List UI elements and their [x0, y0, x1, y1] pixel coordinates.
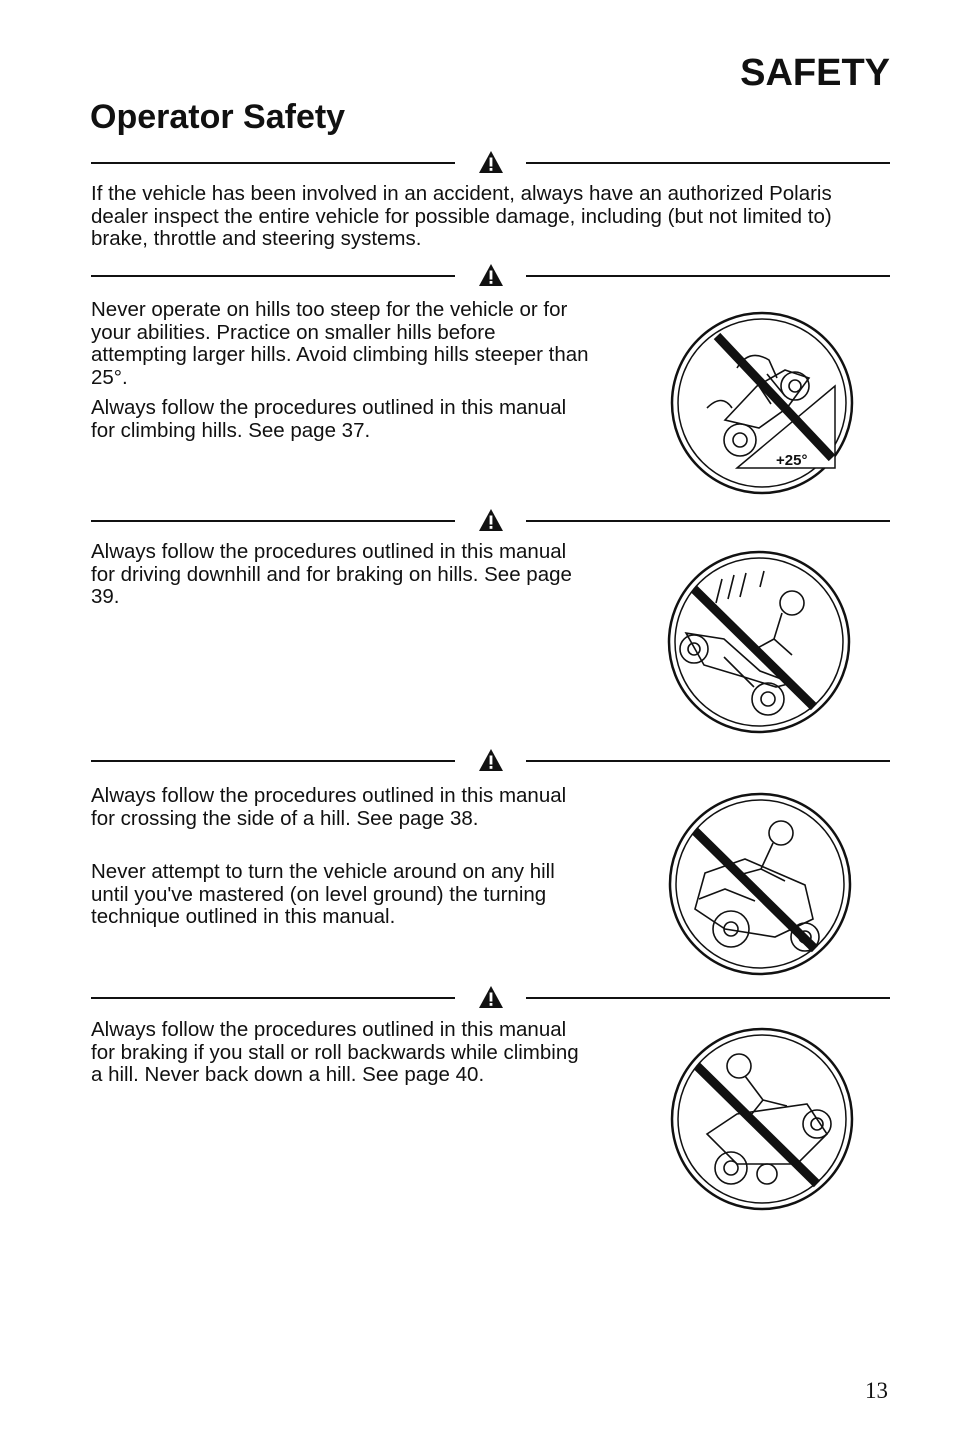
slope-angle-label: +25° — [776, 452, 808, 469]
warning-text: Always follow the procedures outlined in this manual for climbing hills. See page 37. — [91, 396, 567, 442]
warning-text: If the vehicle has been involved in an accident, always have an authorized Polaris dealer inspect the entire vehicle for possible damage, including (but not limited to) brake, throttle and steering systems. — [91, 182, 832, 251]
no-rolling-backward-icon — [667, 1024, 857, 1214]
no-steep-hill-climb-icon — [667, 308, 857, 498]
warning-text: Never operate on hills too steep for the vehicle or for your abilities. Practice on smaller hills before attempting larger hills. Avoid climbing hills steeper than 25°. — [91, 298, 589, 389]
warning-text: Always follow the procedures outlined in this manual for driving downhill and for braking on hills. See page 39. — [91, 540, 572, 609]
section-title: SAFETY — [740, 52, 890, 94]
warning-divider — [91, 748, 890, 772]
warning-divider — [91, 508, 890, 532]
page-heading: Operator Safety — [90, 98, 346, 136]
warning-text: Always follow the procedures outlined in this manual for crossing the side of a hill. See page 38. — [91, 784, 567, 830]
warning-triangle-icon — [478, 263, 504, 287]
warning-text: Never attempt to turn the vehicle around on any hill until you've mastered (on level ground) the turning technique outlined in this manual. — [91, 860, 555, 929]
warning-divider — [91, 150, 890, 174]
warning-triangle-icon — [478, 985, 504, 1009]
warning-divider — [91, 985, 890, 1009]
warning-text: Always follow the procedures outlined in this manual for braking if you stall or roll backwards while climbing a hill. Never back down a hill. See page 40. — [91, 1018, 579, 1087]
warning-triangle-icon — [478, 508, 504, 532]
no-sidehill-turn-icon — [665, 789, 855, 979]
warning-triangle-icon — [478, 150, 504, 174]
no-downhill-icon — [664, 547, 854, 737]
warning-triangle-icon — [478, 748, 504, 772]
page-number: 13 — [865, 1378, 888, 1403]
warning-divider — [91, 263, 890, 287]
